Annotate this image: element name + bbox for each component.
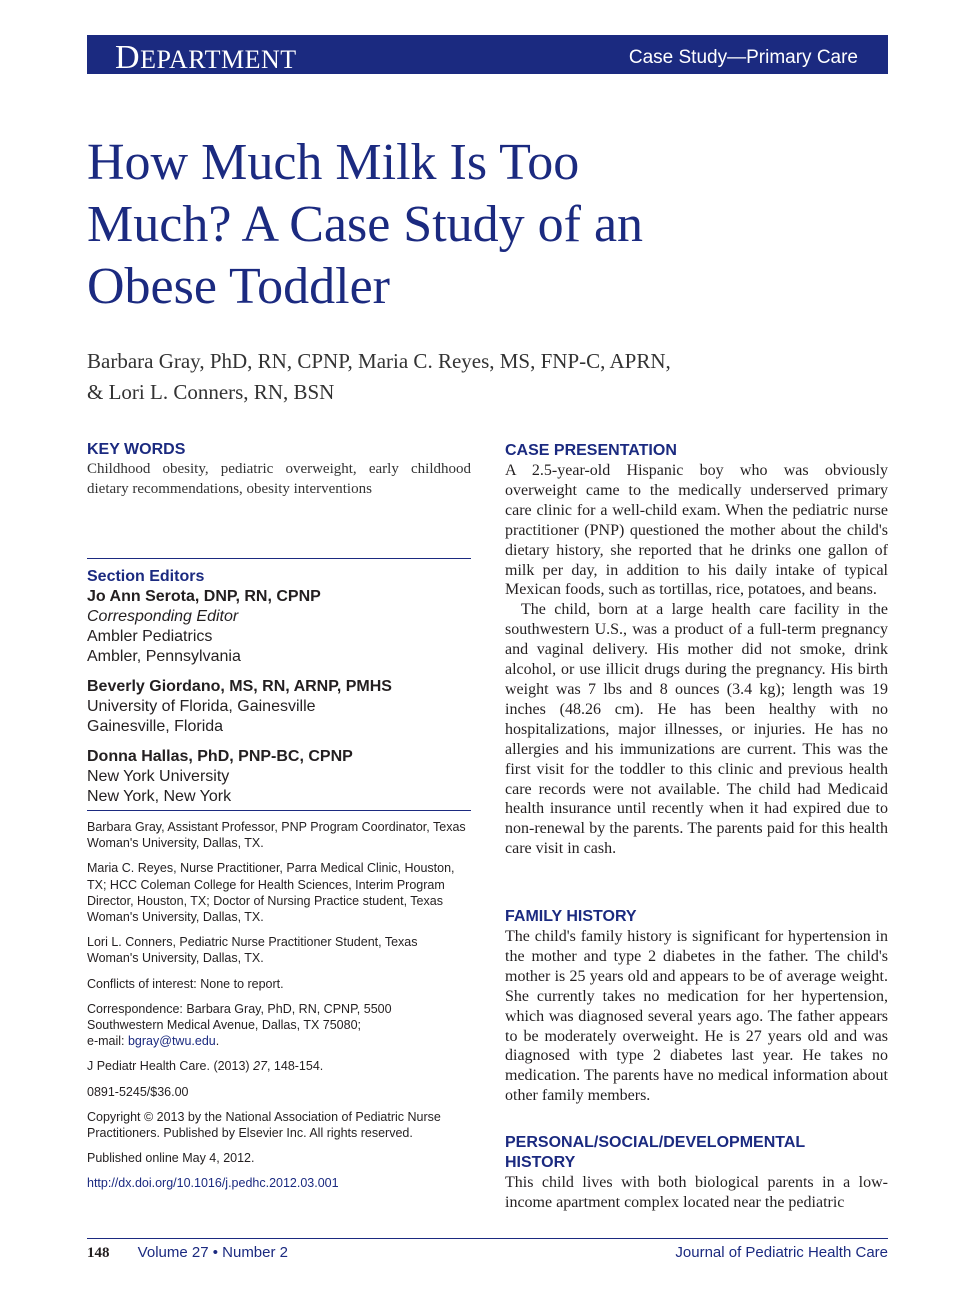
author-list: Barbara Gray, PhD, RN, CPNP, Maria C. Reyes, MS, FNP-C, APRN, & Lori L. Conners, RN, BSN	[87, 349, 671, 404]
copyright: Copyright © 2013 by the National Association of Pediatric Nurse Practitioners. Published by Elsevier Inc. All rights reserved.	[87, 1109, 441, 1141]
section-editors-heading: Section Editors	[87, 568, 205, 585]
volume-issue: Volume 27 • Number 2	[137, 1244, 289, 1261]
journal-name: Journal of Pediatric Health Care	[675, 1244, 888, 1261]
department-banner	[87, 35, 888, 74]
family-history-heading: FAMILY HISTORY	[505, 908, 637, 925]
doi-link[interactable]: http://dx.doi.org/10.1016/j.pedhc.2012.03.001	[87, 1176, 339, 1191]
case-presentation-heading: CASE PRESENTATION	[505, 442, 677, 459]
issn: 0891-5245/$36.00	[87, 1084, 189, 1099]
affiliation-conners: Lori L. Conners, Pediatric Nurse Practitioner Student, Texas Woman's University, Dallas, TX.	[87, 935, 418, 966]
divider	[87, 558, 471, 559]
citation: J Pediatr Health Care. (2013) 27, 148-154.	[87, 1059, 324, 1074]
case-presentation-section	[505, 441, 888, 859]
footer-left	[87, 1244, 288, 1262]
correspondence: Correspondence: Barbara Gray, PhD, RN, CPNP, 5500 Southwestern Medical Avenue, Dallas, TX 75080; e-mail: bgray@twu.edu.	[87, 1001, 392, 1049]
conflicts-of-interest: Conflicts of interest: None to report.	[87, 976, 284, 991]
personal-history-heading: PERSONAL/SOCIAL/DEVELOPMENTAL HISTORY	[505, 1134, 806, 1171]
affiliation-reyes: Maria C. Reyes, Nurse Practitioner, Parra Medical Clinic, Houston, TX; HCC Coleman College for Health Sciences, Interim Program Director, Houston, TX; Doctor of Nursing Practice student, Texas Woman's University, Dallas, TX.	[87, 861, 455, 925]
published-date: Published online May 4, 2012.	[87, 1151, 255, 1166]
article-title: How Much Milk Is Too Much? A Case Study of an Obese Toddler	[87, 134, 644, 315]
personal-history-section	[505, 1133, 888, 1213]
department-label: DEPARTMENT	[115, 39, 297, 76]
family-history-section	[505, 907, 888, 1106]
key-words-heading: KEY WORDS	[87, 441, 186, 458]
editor-block: Donna Hallas, PhD, PNP-BC, CPNP New York University New York, New York	[87, 748, 353, 805]
footer-divider	[87, 1238, 888, 1239]
email-link[interactable]: bgray@twu.edu	[127, 1034, 216, 1049]
key-words-section	[87, 441, 471, 499]
page-number: 148	[87, 1245, 110, 1261]
affiliation-gray: Barbara Gray, Assistant Professor, PNP Program Coordinator, Texas Woman's University, Dallas, TX.	[87, 820, 466, 851]
paragraph: The child, born at a large health care facility in the southwestern U.S., was a product of a full-term pregnancy and vaginal delivery. His mother did not smoke, drink alcohol, or use illicit drugs during the pregnancy. His birth weight was 7 lbs and 8 ounces (3.4 kg); length was 19 inches (48.26 cm). He has been healthy with no hospitalizations, major illnesses, or injuries. He has no allergies and his immunizations are current. This was the first visit for the toddler to this clinic and previous health care records were not available. The child had Medicaid health insurance until recently when it had expired due to non-renewal by the parents. The parents paid for this health care visit in cash.	[505, 601, 888, 858]
paragraph: The child's family history is significant for hypertension in the mother and type 2 diabetes in the father. The child's mother is 25 years old and appears to be of average weight. She currently takes no medication for her hypertension, which was diagnosed several years ago. The father appears to be moderately overweight. He is 27 years old and was diagnosed with type 2 diabetes last year. He takes no medication. The parents have no medical information about other family members.	[505, 928, 888, 1105]
divider	[87, 810, 471, 811]
doi	[87, 1175, 471, 1191]
key-words-text: Childhood obesity, pediatric overweight, early childhood dietary recommendations, obesity interventions	[87, 461, 471, 497]
paragraph: This child lives with both biological parents in a low-income apartment complex located near the pediatric	[505, 1174, 888, 1211]
section-editors	[87, 567, 471, 807]
editor-block: Jo Ann Serota, DNP, RN, CPNP Corresponding Editor Ambler Pediatrics Ambler, Pennsylvania	[87, 588, 321, 665]
article-notes	[87, 819, 471, 1201]
editor-block: Beverly Giordano, MS, RN, ARNP, PMHS University of Florida, Gainesville Gainesville, Florida	[87, 678, 392, 735]
article-category: Case Study—Primary Care	[628, 47, 858, 68]
paragraph: A 2.5-year-old Hispanic boy who was obviously overweight came to the medically underserved primary care clinic for a well-child exam. When the pediatric nurse practitioner (PNP) questioned the mother about the child's dietary history, she reported that he drinks one gallon of milk per day, in addition to his daily intake of typical Mexican foods, such as tortillas, rice, potatoes, and beans.	[505, 462, 888, 599]
